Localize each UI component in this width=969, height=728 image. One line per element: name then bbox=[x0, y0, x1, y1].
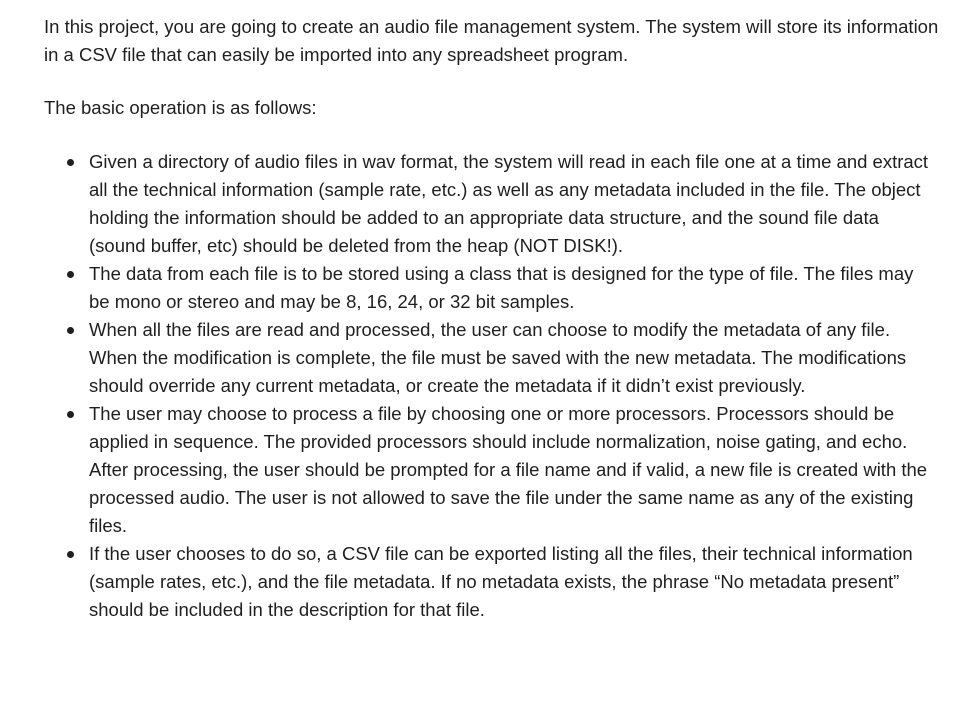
bullet-item: The user may choose to process a file by choosing one or more processors. Processors should be applied in sequence. The provided processors should include normalization, noise gating, and echo. After processing, the user should be prompted for a file name and if valid, a new file is created with the processed audio. The user is not allowed to save the file under the same name as any of the existing files. bbox=[44, 400, 939, 540]
lead-paragraph: The basic operation is as follows: bbox=[44, 97, 317, 118]
bullet-item: The data from each file is to be stored using a class that is designed for the type of file. The files may be mono or stereo and may be 8, 16, 24, or 32 bit samples. bbox=[44, 260, 939, 316]
bullet-item: When all the files are read and processed, the user can choose to modify the metadata of any file. When the modification is complete, the file must be saved with the new metadata. The modifications should override any current metadata, or create the metadata if it didn’t exist previously. bbox=[44, 316, 939, 400]
bullet-item: If the user chooses to do so, a CSV file can be exported listing all the files, their technical information (sample rates, etc.), and the file metadata. If no metadata exists, the phrase “No metadata present” should be included in the description for that file. bbox=[44, 540, 939, 624]
intro-paragraph: In this project, you are going to create an audio file management system. The system will store its information in a CSV file that can easily be imported into any spreadsheet program. bbox=[44, 16, 939, 65]
bullet-item: Given a directory of audio files in wav format, the system will read in each file one at a time and extract all the technical information (sample rate, etc.) as well as any metadata included in the file. The object holding the information should be added to an appropriate data structure, and the sound file data (sound buffer, etc) should be deleted from the heap (NOT DISK!). bbox=[44, 148, 939, 260]
bullet-list bbox=[44, 148, 939, 624]
